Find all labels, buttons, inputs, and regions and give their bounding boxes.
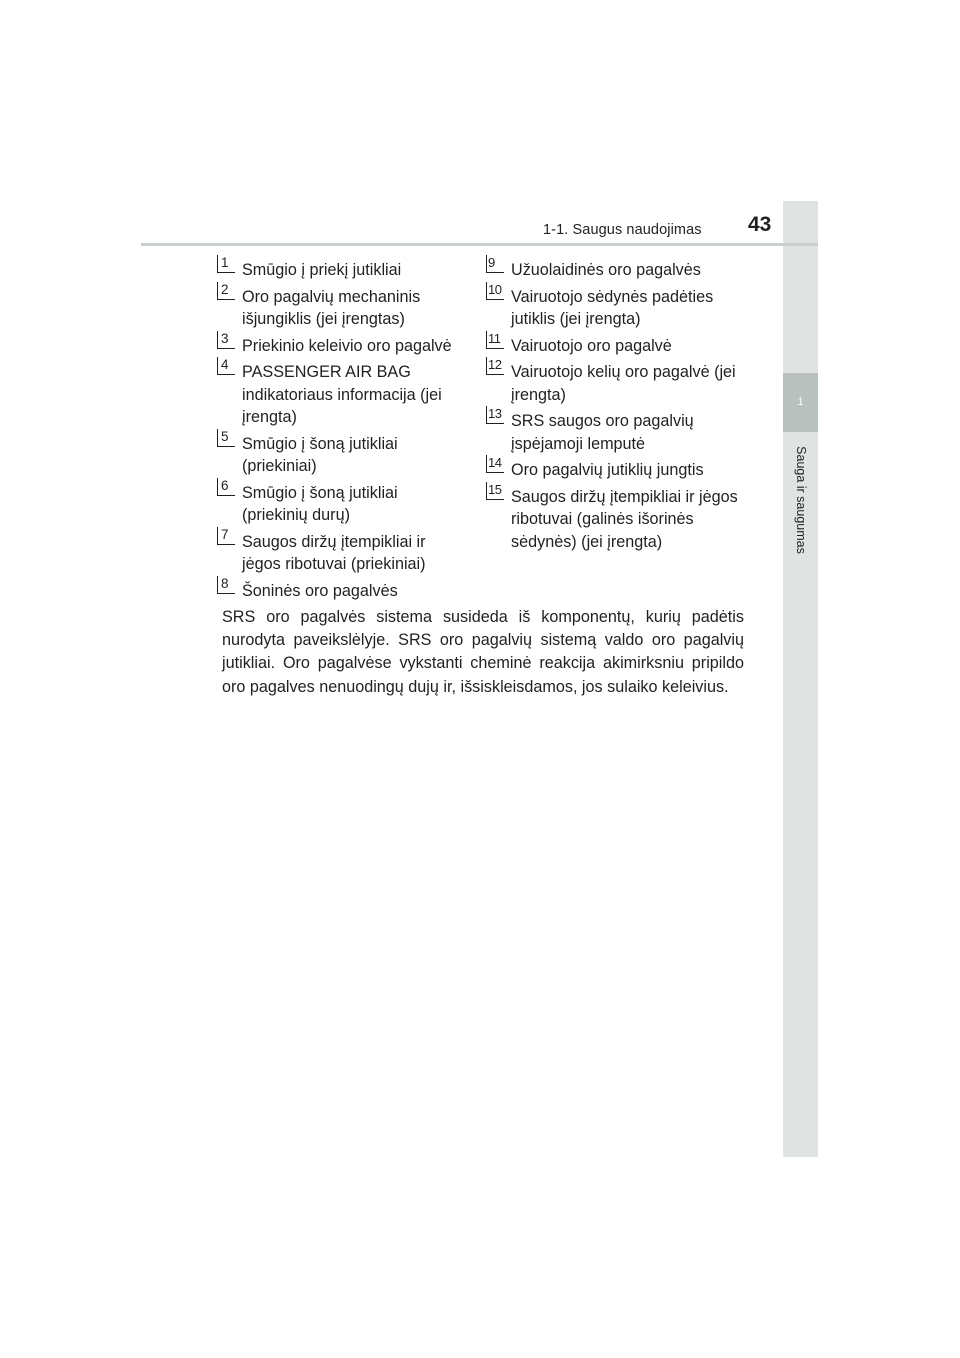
item-number: 11	[486, 331, 504, 349]
legend-list-right	[486, 255, 746, 557]
legend-item	[217, 575, 467, 603]
legend-item	[217, 330, 467, 358]
item-number: 3	[217, 331, 235, 349]
item-text: Priekinio keleivio oro pagalvė	[242, 336, 452, 355]
item-number: 6	[217, 478, 235, 496]
legend-item	[217, 477, 467, 527]
item-number: 5	[217, 429, 235, 447]
item-number: 8	[217, 576, 235, 594]
legend-item	[217, 428, 467, 478]
chapter-number: 1	[783, 373, 818, 432]
legend-item	[486, 455, 746, 482]
legend-item	[486, 330, 746, 358]
item-number: 7	[217, 527, 235, 545]
item-text: Oro pagalvių jutiklių jungtis	[511, 461, 704, 479]
legend-item	[217, 281, 467, 331]
legend-item	[486, 481, 746, 554]
legend-item	[486, 255, 746, 282]
item-text: Užuolaidinės oro pagalvės	[511, 261, 701, 279]
chapter-title: Sauga ir saugumas	[794, 446, 808, 554]
item-number: 4	[217, 357, 235, 375]
item-text: PASSENGER AIR BAG indikatoriaus informacija (jei įrengta)	[242, 363, 442, 426]
item-text: Šoninės oro pagalvės	[242, 581, 398, 600]
item-text: Saugos diržų įtempikliai ir jėgos ribotuvai (priekiniai)	[242, 532, 426, 573]
item-number: 15	[486, 482, 504, 500]
item-number: 1	[217, 255, 235, 273]
legend-item	[217, 526, 467, 576]
legend-item	[486, 357, 746, 406]
item-text: SRS saugos oro pagalvių įspėjamoji lemputė	[511, 412, 694, 453]
item-text: Vairuotojo kelių oro pagalvė (jei įrengta)	[511, 363, 736, 404]
item-text: Smūgio į šoną jutikliai (priekiniai)	[242, 434, 398, 475]
header-divider	[141, 243, 818, 246]
item-text: Vairuotojo sėdynės padėties jutiklis (jei įrengta)	[511, 287, 714, 328]
item-number: 9	[486, 255, 504, 273]
body-paragraph: SRS oro pagalvės sistema susideda iš komponentų, kurių padėtis nurodyta paveikslėlyje. SRS oro pagalvių sistemą valdo oro pagalvių jutikliai. Oro pagalvėse vykstanti cheminė reakcija akimirksniu pripildo oro pagalves nenuodingų dujų ir, išsiskleisdamos, jos sulaiko keleivius.	[222, 608, 744, 696]
item-text: Oro pagalvių mechaninis išjungiklis (jei įrengtas)	[242, 287, 421, 328]
item-text: Smūgio į šoną jutikliai (priekinių durų)	[242, 483, 398, 524]
item-text: Vairuotojo oro pagalvė	[511, 336, 672, 355]
legend-item	[486, 406, 746, 455]
item-text: Saugos diržų įtempikliai ir jėgos ribotuvai (galinės išorinės sėdynės) (jei įrengta)	[511, 487, 738, 551]
legend-item	[486, 281, 746, 331]
legend-list-left	[217, 255, 467, 606]
item-number: 10	[486, 282, 504, 300]
item-number: 14	[486, 455, 504, 473]
chapter-side-tab	[783, 201, 818, 1157]
item-number: 13	[486, 406, 504, 424]
section-title: 1-1. Saugus naudojimas	[543, 222, 702, 238]
page-number: 43	[748, 213, 772, 236]
item-number: 2	[217, 282, 235, 300]
legend-item	[217, 255, 467, 282]
item-number: 12	[486, 357, 504, 375]
legend-item	[217, 357, 467, 429]
item-text: Smūgio į priekį jutikliai	[242, 261, 402, 279]
